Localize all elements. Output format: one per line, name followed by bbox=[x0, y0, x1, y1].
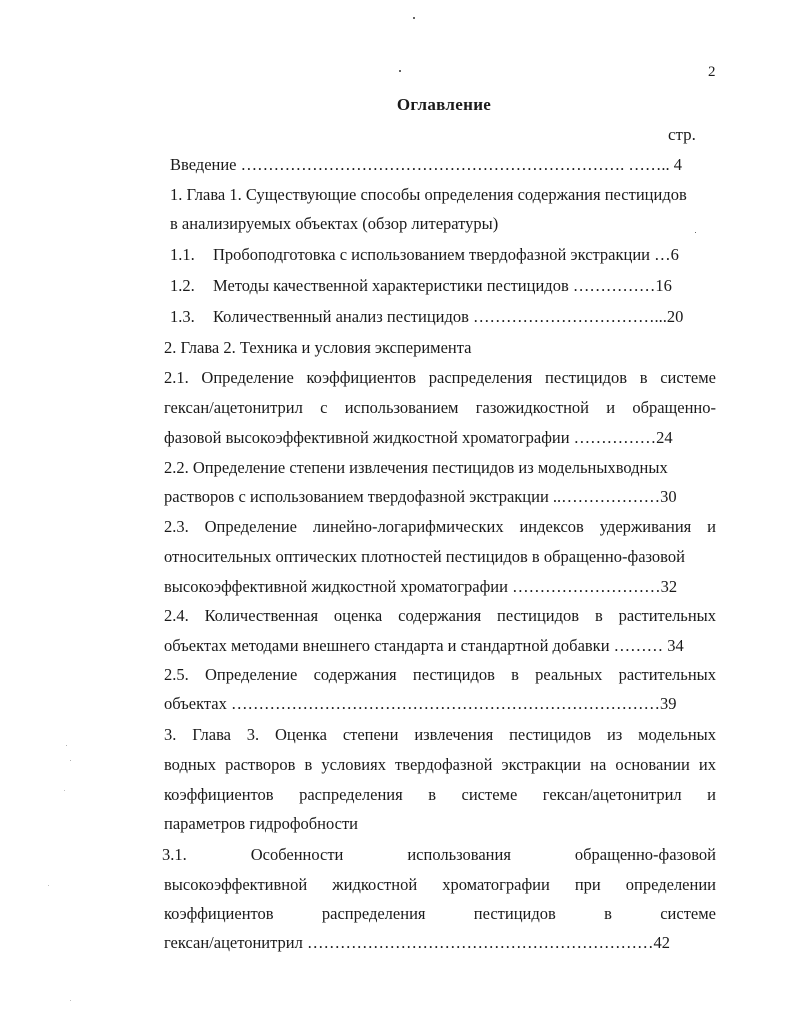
toc-entry-1-3: Количественный анализ пестицидов ……………………………...20 bbox=[213, 307, 684, 326]
toc-entry-2-5-end: объектах ……………………………………………………………………39 bbox=[164, 694, 677, 713]
toc-entry-2-4-end: объектах методами внешнего стандарта и стандартной добавки ……… 34 bbox=[164, 636, 684, 655]
toc-entry-chapter-3: 3. Глава 3. Оценка степени извлечения пестицидов из модельных bbox=[164, 725, 716, 744]
toc-entry-2-4: 2.4. Количественная оценка содержания пестицидов в растительных bbox=[164, 606, 716, 625]
toc-entry-chapter-3-cont: водных растворов в условиях твердофазной экстракции на основании их bbox=[164, 755, 716, 774]
toc-entry-2-1: 2.1. Определение коэффициентов распределения пестицидов в системе bbox=[164, 368, 716, 387]
scan-speck bbox=[70, 760, 71, 761]
toc-entry-chapter-1-cont: в анализируемых объектах (обзор литературы) bbox=[170, 214, 499, 233]
scan-speck bbox=[70, 1000, 71, 1001]
toc-entry-chapter-2: 2. Глава 2. Техника и условия эксперимента bbox=[164, 338, 472, 357]
toc-title: Оглавление bbox=[396, 95, 492, 114]
toc-entry-2-3-cont: относительных оптических плотностей пестицидов в обращенно-фазовой bbox=[164, 547, 685, 566]
scan-speck bbox=[413, 17, 415, 19]
toc-entry-chapter-3-end: параметров гидрофобности bbox=[164, 814, 359, 833]
toc-entry-2-1-end: фазовой высокоэффективной жидкостной хроматографии ……………24 bbox=[164, 428, 673, 447]
scan-speck bbox=[66, 745, 67, 746]
toc-entry-3-1-cont: коэффициентов распределения пестицидов в системе bbox=[164, 904, 716, 923]
toc-entry-2-5: 2.5. Определение содержания пестицидов в реальных растительных bbox=[164, 665, 716, 684]
scan-speck bbox=[399, 70, 401, 72]
toc-entry-chapter-3-cont: коэффициентов распределения в системе гексан/ацетонитрил и bbox=[164, 785, 716, 804]
toc-entry-2-2: 2.2. Определение степени извлечения пестицидов из модельныхводных bbox=[164, 458, 668, 477]
toc-entry-intro: Введение ……………………………………………………………. …….. 4 bbox=[170, 155, 683, 174]
toc-entry-3-1: 3.1. Особенности использования обращенно-фазовой bbox=[162, 845, 716, 864]
toc-entry-2-2-end: растворов с использованием твердофазной экстракции ..………………30 bbox=[164, 487, 677, 506]
toc-entry-chapter-1: 1. Глава 1. Существующие способы определения содержания пестицидов bbox=[170, 185, 687, 204]
toc-entry-3-1-end: гексан/ацетонитрил ………………………………………………………42 bbox=[164, 933, 670, 952]
toc-entry-1-1-number: 1.1. bbox=[170, 245, 195, 264]
scan-speck bbox=[64, 790, 65, 791]
toc-entry-1-2: Методы качественной характеристики пестицидов ……………16 bbox=[213, 276, 672, 295]
toc-entry-1-1: Пробоподготовка с использованием твердофазной экстракции …6 bbox=[213, 245, 679, 264]
scan-speck bbox=[48, 885, 49, 886]
toc-entry-1-3-number: 1.3. bbox=[170, 307, 195, 326]
page-number: 2 bbox=[708, 64, 716, 80]
toc-entry-2-3: 2.3. Определение линейно-логарифмических индексов удерживания и bbox=[164, 517, 716, 536]
scan-speck bbox=[695, 232, 696, 233]
toc-entry-2-3-end: высокоэффективной жидкостной хроматографии ………………………32 bbox=[164, 577, 678, 596]
toc-entry-2-1-cont: гексан/ацетонитрил с использованием газожидкостной и обращенно- bbox=[164, 398, 716, 417]
toc-entry-3-1-cont: высокоэффективной жидкостной хроматографии при определении bbox=[164, 875, 716, 894]
page-column-header: стр. bbox=[668, 125, 696, 144]
toc-entry-1-2-number: 1.2. bbox=[170, 276, 195, 295]
